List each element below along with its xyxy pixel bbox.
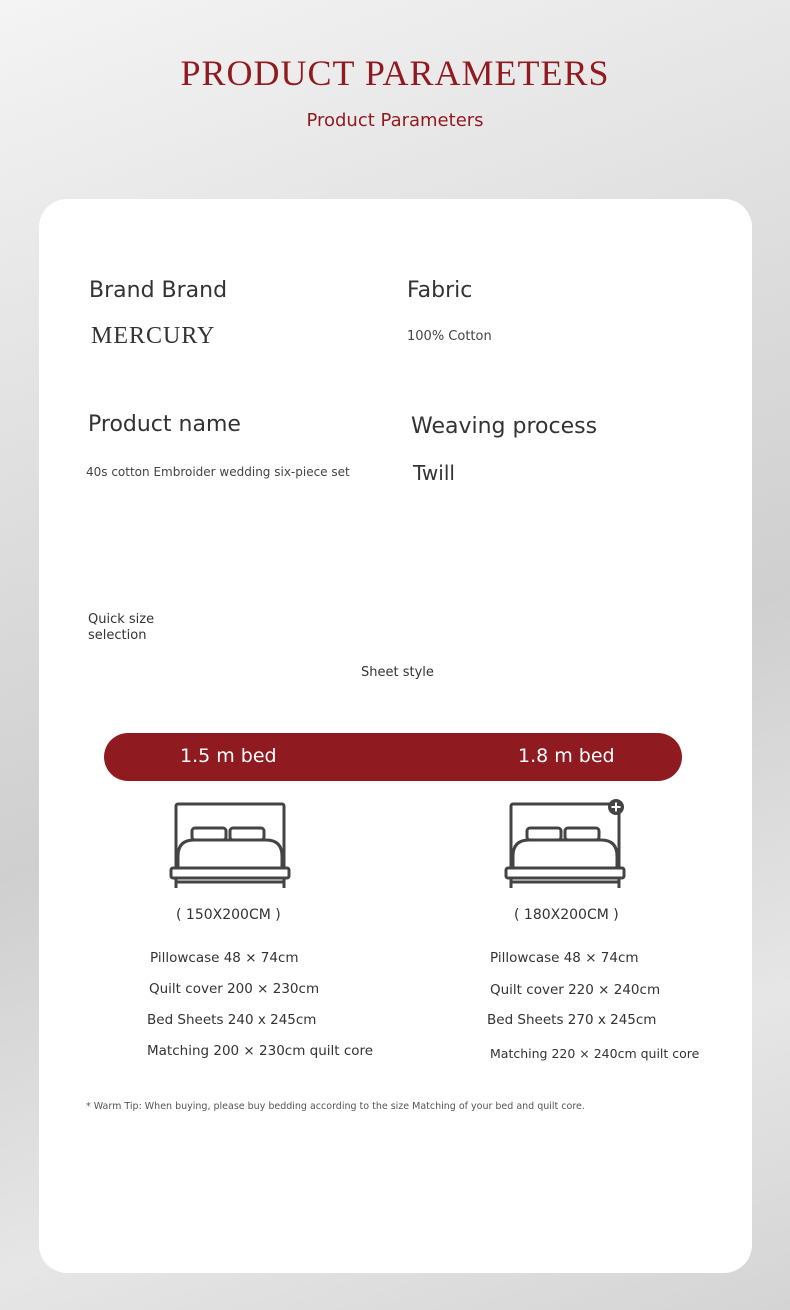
page-title: PRODUCT PARAMETERS bbox=[180, 53, 610, 93]
bed-size-bar bbox=[104, 733, 682, 781]
bed-label-2[interactable]: 1.8 m bed bbox=[518, 745, 615, 767]
pillowcase-1: Pillowcase 48 × 74cm bbox=[150, 950, 299, 966]
fabric-label: Fabric bbox=[407, 278, 473, 303]
weaving-value: Twill bbox=[413, 461, 455, 485]
product-name-value: 40s cotton Embroider wedding six-piece set bbox=[86, 465, 350, 479]
quick-size-line2: selection bbox=[88, 628, 147, 643]
fabric-value: 100% Cotton bbox=[407, 329, 492, 344]
warm-tip: * Warm Tip: When buying, please buy bedding according to the size Matching of your bed and quilt core. bbox=[86, 1101, 585, 1112]
product-name-label: Product name bbox=[88, 412, 241, 437]
bed-size-1: ( 150X200CM ) bbox=[176, 907, 281, 923]
bed-sheets-1: Bed Sheets 240 x 245cm bbox=[147, 1012, 317, 1028]
quilt-cover-1: Quilt cover 200 × 230cm bbox=[149, 981, 320, 997]
bed-icon bbox=[168, 800, 292, 892]
weaving-label: Weaving process bbox=[411, 414, 598, 439]
page-subtitle: Product Parameters bbox=[306, 110, 484, 131]
bed-size-2: ( 180X200CM ) bbox=[514, 907, 619, 923]
bed-plus-icon bbox=[503, 798, 631, 892]
matching-2: Matching 220 × 240cm quilt core bbox=[490, 1046, 700, 1061]
sheet-style-label: Sheet style bbox=[361, 665, 434, 680]
quick-size-line1: Quick size bbox=[88, 612, 155, 627]
pillowcase-2: Pillowcase 48 × 74cm bbox=[490, 950, 639, 966]
quilt-cover-2: Quilt cover 220 × 240cm bbox=[490, 982, 661, 998]
matching-1: Matching 200 × 230cm quilt core bbox=[147, 1043, 374, 1059]
bed-label-1[interactable]: 1.5 m bed bbox=[180, 745, 277, 767]
bed-sheets-2: Bed Sheets 270 x 245cm bbox=[487, 1012, 657, 1028]
brand-logo: MERCURY bbox=[91, 323, 216, 349]
quick-size-label bbox=[88, 612, 154, 644]
brand-label: Brand Brand bbox=[89, 278, 228, 303]
